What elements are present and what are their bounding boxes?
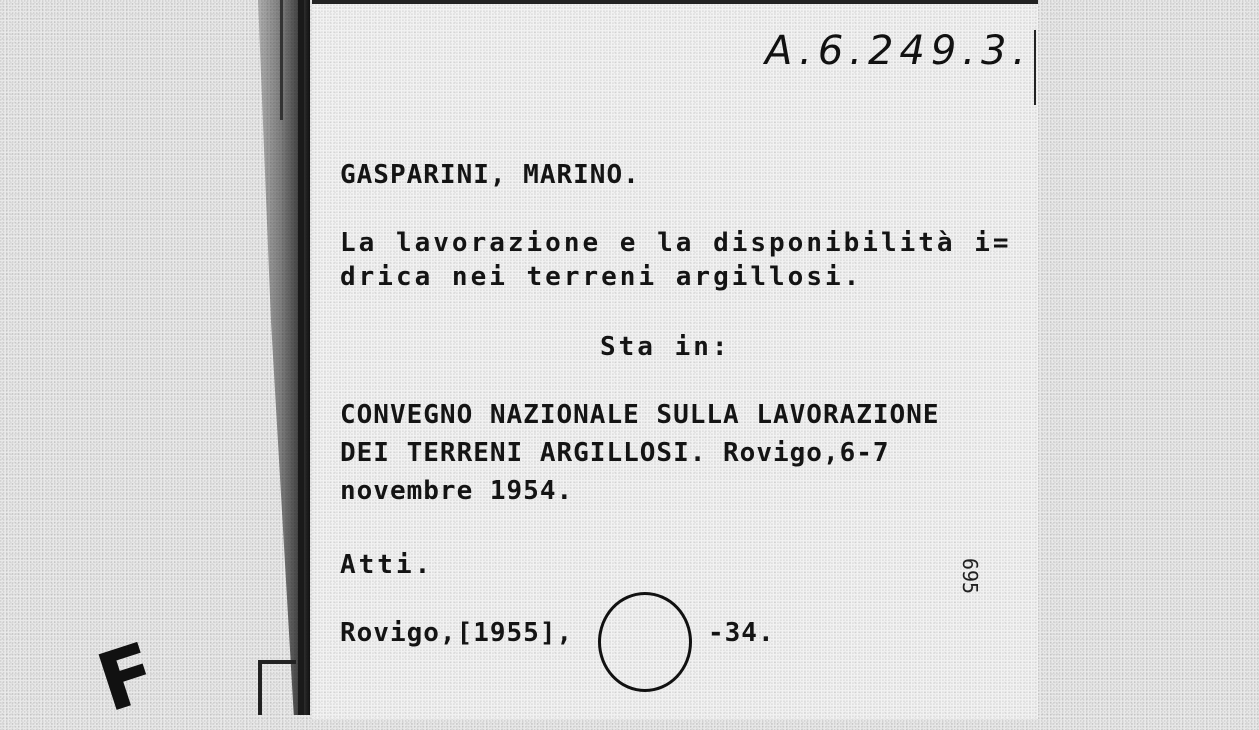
conference-line-3: novembre 1954. <box>340 476 574 506</box>
in-label: Sta in: <box>600 332 731 362</box>
atti-line: Atti. <box>340 550 434 580</box>
call-number: A.6.249.3. <box>765 28 1032 74</box>
title-line-2: drica nei terreni argillosi. <box>340 262 863 292</box>
conference-line-1: CONVEGNO NAZIONALE SULLA LAVORAZIONE <box>340 400 940 430</box>
title-line-1: La lavorazione e la disponibilità i= <box>340 228 1012 258</box>
conference-line-2: DEI TERRENI ARGILLOSI. Rovigo,6-7 <box>340 438 890 468</box>
punch-hole <box>598 592 692 692</box>
pages-line: -34. <box>708 618 775 648</box>
binding-line <box>280 0 283 120</box>
card-edge <box>1034 30 1036 105</box>
author-line: GASPARINI, MARINO. <box>340 160 640 190</box>
side-mark: 695 <box>958 557 982 595</box>
imprint-line: Rovigo,[1955], <box>340 618 574 648</box>
binding-spine <box>298 0 304 715</box>
corner-bracket <box>258 660 296 715</box>
margin-letter: F <box>86 624 168 730</box>
